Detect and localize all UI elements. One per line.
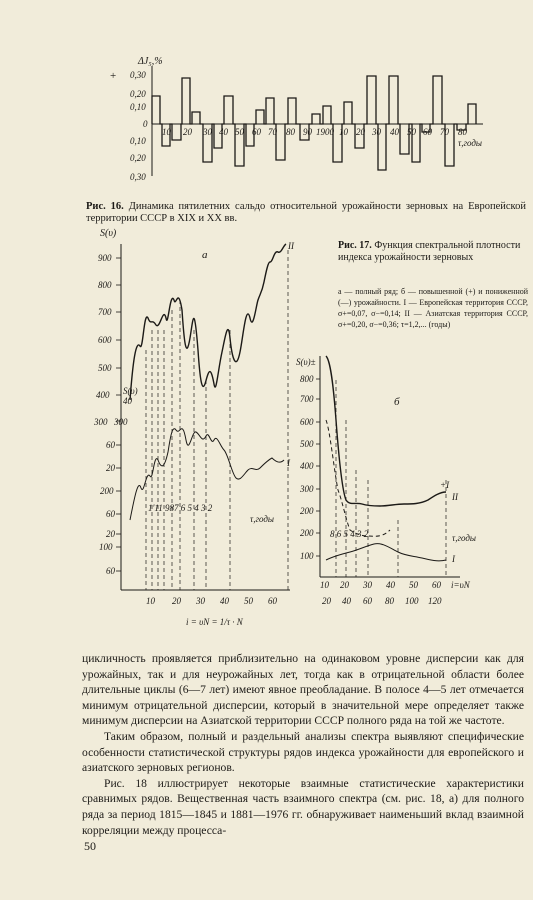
panel-a-ytick: 20 — [106, 463, 115, 473]
panel-b-ytick: 400 — [300, 461, 314, 471]
panel-a-xtick: 20 — [172, 596, 181, 606]
panel-b-xtick-top-unit: i=υN — [451, 580, 470, 590]
panel-b-xtick-top: 40 — [386, 580, 395, 590]
panel-a-xtick: 30 — [196, 596, 205, 606]
panel-a-xtick: 40 — [220, 596, 229, 606]
panel-b-xtick-bottom: 20 — [322, 596, 331, 606]
fig16-xtick: 70 — [268, 127, 277, 137]
panel-a-ytick: 700 — [98, 307, 112, 317]
fig16-xtick: 60 — [252, 127, 261, 137]
panel-b-xtick-bottom: 120 — [428, 596, 442, 606]
fig16-xtick: 20 — [356, 127, 365, 137]
panel-a-ytick: 200 — [100, 486, 114, 496]
fig16-xtick: 90 — [303, 127, 312, 137]
paragraph: цикличность проявляется приблизительно на одинаковом уровне дисперсии как для урожайных, так и для неурожайных лет, тогда как в отрицательной области более длительные циклы (6—7 лет) имеют явное преобладание. В полосе 4—5 лет отмечается минимум отрицательной дисперсии, который в значительной мере определяет также минимум дисперсии на Азиатской территории СССР полного ряда на той же частоте. — [82, 652, 524, 728]
panel-b-curve-label-I: I — [452, 554, 455, 564]
fig16-step-series — [152, 76, 476, 170]
svg-text:+: + — [110, 70, 117, 82]
fig16-xtick: 80 — [286, 127, 295, 137]
fig16-xtick: 30 — [372, 127, 381, 137]
fig17-panel-a — [93, 228, 295, 627]
panel-a-ytick: 60 — [106, 566, 115, 576]
fig17-panel-b — [296, 356, 476, 606]
fig16-ytick: 0,10 — [130, 136, 146, 146]
fig16-ytick: 0,10 — [130, 102, 146, 112]
panel-b-curve-I — [326, 544, 446, 561]
panel-b-ytick: 800 — [300, 374, 314, 384]
panel-a-ytick: 600 — [98, 335, 112, 345]
fig16-xtick: 10 — [339, 127, 348, 137]
fig16-xtick: 20 — [183, 127, 192, 137]
panel-a-ylabel-mid: S(υ) — [123, 386, 138, 396]
fig16-xtick: 10 — [162, 127, 171, 137]
figure-17-caption — [338, 240, 528, 264]
panel-a-curve-II — [130, 244, 286, 400]
panel-a-label: а — [202, 249, 208, 261]
panel-b-xtick-bottom: 40 — [342, 596, 351, 606]
panel-b-xtick-bottom: 60 — [363, 596, 372, 606]
panel-a-ylabel-top: S(υ) — [100, 228, 117, 239]
panel-b-ytick: 600 — [300, 417, 314, 427]
panel-b-ytick: 200 — [300, 506, 314, 516]
body-text — [82, 651, 524, 838]
fig16-ytick: 0,30 — [130, 70, 146, 80]
panel-b-curve-label-plusI: +I — [440, 480, 450, 490]
panel-b-xtick-bottom: 80 — [385, 596, 394, 606]
panel-b-period-unit: τ,годы — [452, 533, 477, 543]
fig16-ytick: 0 — [143, 119, 148, 129]
panel-b-curve-II-plus — [326, 356, 446, 506]
panel-a-ytick: 300 — [94, 417, 108, 427]
panel-b-ytick: 700 — [300, 394, 314, 404]
fig16-x-unit: τ,годы — [458, 138, 483, 148]
fig16-ytick: 0,30 — [130, 172, 146, 182]
panel-b-xtick-top: 10 — [320, 580, 329, 590]
panel-a-ytick: 800 — [98, 280, 112, 290]
fig16-xtick: 30 — [203, 127, 212, 137]
fig16-xtick: 80 — [458, 127, 467, 137]
fig16-xtick: 40 — [219, 127, 228, 137]
panel-b-xtick-bottom: 100 — [405, 596, 419, 606]
panel-b-xtick-top: 30 — [363, 580, 372, 590]
panel-a-ytick: 60 — [106, 509, 115, 519]
panel-b-xtick-top: 20 — [340, 580, 349, 590]
figure-17-legend: а — полный ряд; б — повышенной (+) и пониженной (—) урожайности. I — Европейская территория СССР, σ+=0,07, σ−=0,14; II — Азиатская территория СССР, σ+=0,20, σ−=0,36; τ=1,2,... (годы) — [338, 287, 528, 329]
fig16-xtick: 70 — [440, 127, 449, 137]
panel-a-ytick: 60 — [106, 440, 115, 450]
panel-a-ytick: 20 — [106, 529, 115, 539]
panel-b-curve-label-II: II — [452, 492, 458, 502]
fig16-y-axis-label: ΔJ₅,% — [138, 56, 163, 67]
fig17-caption-text: Функция спектральной плотности индекса урожайности зерновых — [338, 240, 521, 263]
fig16-caption-label: Рис. 16. — [86, 201, 124, 212]
fig16-xtick: 1900 — [316, 127, 334, 137]
paragraph: Таким образом, полный и раздельный анализы спектра выявляют специфические особенности статистической структуры рядов индекса урожайности для европейского и азиатского зерновых регионов. — [82, 729, 524, 775]
page-number: 50 — [84, 839, 96, 853]
panel-a-ytick: 300 — [114, 417, 128, 427]
panel-a-ytick: 400 — [96, 390, 110, 400]
panel-a-curve-label-II: II — [288, 241, 294, 251]
panel-b-ytick: 100 — [300, 551, 314, 561]
panel-b-xtick-top: 50 — [409, 580, 418, 590]
panel-a-period-labels: 1'11 987 6 5 4 3 2 — [148, 503, 213, 513]
fig16-caption-text: Динамика пятилетних сальдо относительной урожайности зерновых на Европейской территории СССР в XIX и XX вв. — [86, 201, 526, 224]
panel-a-xtick: 60 — [268, 596, 277, 606]
panel-a-xlabel: i = υN = 1/τ · N — [186, 617, 243, 627]
fig16-y-ticks — [130, 70, 148, 182]
fig16-xtick: 50 — [235, 127, 244, 137]
panel-b-xtick-top: 60 — [432, 580, 441, 590]
panel-a-ytick: 100 — [99, 542, 113, 552]
figure-16-bar-chart — [0, 0, 533, 200]
panel-a-xtick: 10 — [146, 596, 155, 606]
panel-b-ytick: 200 — [300, 528, 314, 538]
panel-b-period-labels: 8 6 5 4 3 2 — [330, 529, 369, 539]
panel-a-xtick: 50 — [244, 596, 253, 606]
panel-b-ylabel: S(υ)± — [296, 357, 316, 367]
figure-16-caption — [86, 201, 526, 225]
fig16-xtick: 50 — [407, 127, 416, 137]
panel-b-curve-II-minus — [326, 420, 390, 536]
fig17-caption-label: Рис. 17. — [338, 240, 372, 251]
panel-a-ytick: 500 — [98, 363, 112, 373]
panel-a-curve-label-I: I — [287, 458, 290, 468]
panel-a-ylabel-mid-sub: 40 — [123, 396, 132, 406]
fig16-ytick: 0,20 — [130, 153, 146, 163]
fig16-xtick: 60 — [423, 127, 432, 137]
panel-b-ytick: 500 — [300, 439, 314, 449]
panel-a-period-unit: τ,годы — [250, 514, 275, 524]
panel-b-ytick: 300 — [300, 484, 314, 494]
panel-b-label: б — [394, 396, 400, 408]
fig16-ytick: 0,20 — [130, 89, 146, 99]
fig16-xtick: 40 — [390, 127, 399, 137]
panel-a-ytick: 900 — [98, 253, 112, 263]
paragraph: Рис. 18 иллюстрирует некоторые взаимные статистические характеристики сравнимых рядов. Вещественная часть взаимного спектра (см. рис. 18, а) для полного ряда за период 1815—1845 и 1881—1976 гг. обнаруживает наименьший вклад взаимной корреляции между процесса- — [82, 776, 524, 837]
